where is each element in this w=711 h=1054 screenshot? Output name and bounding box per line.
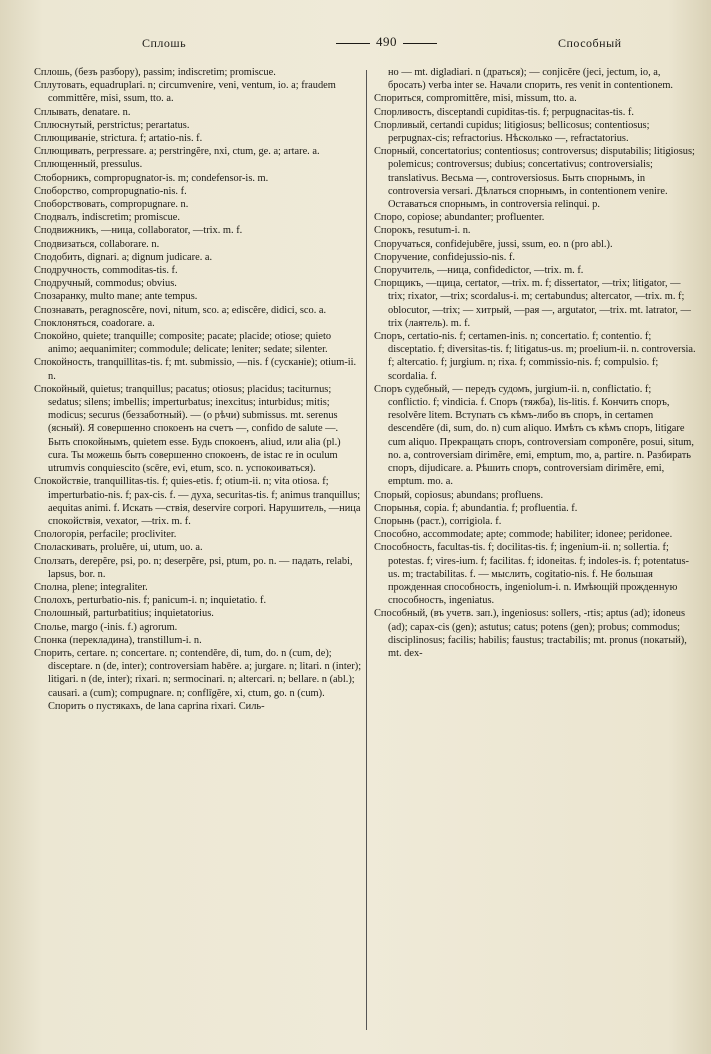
dictionary-entry: Споручаться, confidejubēre, jussi, ssum, eo. n (pro abl.). — [374, 238, 613, 250]
dictionary-entry: Спорить, certare. n; concertare. n; contendĕre, di, tum, do. n (cum, de); disceptare. n (de, inter); controversiam habēre. a; jurgare. n; litari. n (inter); litigari. n (de, inter); rixari. n; sermocinari. n; altercari. n; bellare. n (abl.); causari. a (cum); compugnare. n; conflīgĕre, xi, ctum, go. n (cum). Спорить о пустякахъ, de lana caprina rixari. Силь- — [34, 647, 362, 712]
dictionary-entry: Споръ судебный, — передъ судомъ, jurgium-ii. n, conflictatio. f; conflictio. f; vindicia. f. Споръ (тяжба), lis-litis. f. Кончить споръ, resolvĕre litem. Вступать съ кѣмъ-либо въ споръ, in certamen descendĕre (di, sum, do. n) cum aliquo. Имѣть съ кѣмъ споръ, litigare cum aliquo. Прекращать споръ, controversiam componĕre, posui, situm, no. a, controversiam dirimĕre, emi, emptum, mo, a, partire. n. Разбирать споръ, dijudicare. a. Рѣшить споръ, controversiam dirimĕre, emi, emptum. mo. a. — [374, 383, 694, 488]
dictionary-entry: Спокойность, tranquillitas-tis. f; mt. submissio, —nis. f (сусканiе); otium-ii. n. — [34, 357, 357, 382]
dictionary-entry: Сполна, plene; integraliter. — [34, 581, 148, 593]
dictionary-entry: Спонка (перекладина), transtillum-i. n. — [34, 634, 202, 646]
dictionary-entry: Способно, accommodate; apte; commode; habiliter; idonee; peridonee. — [374, 529, 673, 541]
dictionary-entry: Спорокъ, resutum-i. n. — [374, 225, 471, 237]
dictionary-entry: Спорщикъ, —щица, certator, —trix. m. f; dissertator, —trix; litigator, —trix; rixator, —trix; scordalus-i. m; certabundus; altercator, —trix. m. f; oblocutor, —trix; — хитрый, —рая —, argutator, —trix. mt. latrator, —trix (лаятель). m. f. — [374, 278, 691, 329]
dictionary-entry: Споборствовать, compropugnare. n. — [34, 199, 189, 211]
dictionary-entry: Спорный, concertatorius; contentiosus; controversus; disputabilis; litigiosus; polemicus; controversus; dubius; concertativus; controversialis; translativus. Весьма —, controversiosus. Быть спорнымъ, in controversia versari. Дѣлаться спорнымъ, in contentionem venire. Оставаться спорнымъ, in controversia relinqui. p. — [374, 146, 695, 211]
dictionary-entry: Споборство, compropugnatio-nis. f. — [34, 185, 187, 197]
dictionary-entry: Спокойствiе, tranquillitas-tis. f; quies-etis. f; otium-ii. n; vita otiosa. f; imperturbatio-nis. f; pax-cis. f. — духа, securitas-tis. f; animus tranquillus; aequitas animi. f. Искать —ствiя, deservire corpori. Нарушитель, —ница спокойствiя, vexator, —trix. m. f. — [34, 476, 361, 527]
dictionary-entry: Спорливый, certandi cupidus; litigiosus; bellicosus; contentiosus; perpugnax-cis; refractorius. Нѣсколько —, refractatorius. — [374, 119, 650, 145]
dictionary-entry: Сподвижникъ, —ница, collaborator, —trix. m. f. — [34, 225, 243, 237]
dictionary-entry: Сплющенный, pressulus. — [34, 159, 143, 171]
dictionary-entry: Споклоняться, coadorare. a. — [34, 317, 155, 329]
dictionary-entry: Сполье, margo (-inis. f.) agrorum. — [34, 621, 178, 633]
header-left-word: Сплошь — [142, 36, 187, 50]
column-divider — [366, 70, 367, 1030]
dictionary-entry: Спориться, compromittĕre, misi, missum, tto. a. — [374, 93, 577, 105]
dictionary-entry: Спознавать, peragnoscĕre, novi, nitum, sco. a; ediscĕre, didici, sco. a. — [34, 304, 327, 316]
dictionary-entry: Спокойно, quiete; tranquille; composite; pacate; placide; otiose; quieto animo; aequanimiter; commodule; delicate; leniter; sedate; silenter. — [34, 331, 332, 356]
dictionary-entry: Сподручность, commoditas-tis. f. — [34, 265, 178, 277]
dictionary-entry: Спорый, copiosus; abundans; profluens. — [374, 489, 544, 501]
page-header — [30, 34, 669, 54]
dictionary-entry: Спозаранку, multo mane; ante tempus. — [34, 291, 198, 303]
dictionary-entry: Сплывать, denatare. n. — [34, 106, 131, 118]
dictionary-entry: Споручение, confidejussio-nis. f. — [374, 251, 515, 263]
dictionary-entry: Сплошь, (безъ разбору), passim; indiscretim; promiscue. — [34, 67, 276, 78]
dictionary-entry: Спорынь (раст.), corrigiola. f. — [374, 515, 502, 527]
header-right-word: Способный — [558, 36, 622, 50]
dictionary-entry: Споръ, certatio-nis. f; certamen-inis. n; concertatio. f; contentio. f; disceptatio. f; diversitas-tis. f; litigatus-us. m; proelium-ii. n. controversia. f; altercatio. f; jurgium. n; rixa. f; commissio-nis. f; compulsio. f; scordalia. f. — [374, 331, 696, 382]
dictionary-entry: Сплутовать, equadruplari. n; circumvenire, veni, ventum, io. a; fraudem committĕre, misi, ssum, tto. a. — [34, 80, 336, 105]
left-column — [34, 66, 362, 713]
dictionary-entry: Споро, copiose; abundanter; profluenter. — [374, 212, 545, 224]
dictionary-entry: Сплюснутый, perstrictus; perartatus. — [34, 119, 190, 131]
dictionary-entry: Сподвизаться, collaborare. n. — [34, 238, 160, 250]
dictionary-entry: но — mt. digladiari. n (драться); — conjicĕre (jeci, jectum, io, a, бросать) verba inter se. Начали спорить, res venit in contentionem. — [388, 67, 674, 92]
dictionary-entry: Сποборникъ, compropugnator-is. m; condefensor-is. m. — [34, 172, 269, 184]
dictionary-entry: Сполохъ, perturbatio-nis. f; panicum-i. n; inquietatio. f. — [34, 595, 267, 607]
right-column — [374, 66, 696, 660]
dictionary-entry: Сполошный, parturbatitius; inquietatorius. — [34, 608, 214, 620]
dictionary-entry: Спологорiя, perfacile; procliviter. — [34, 529, 177, 541]
dictionary-entry: Сплющиванiе, strictura. f; artatio-nis. f. — [34, 133, 203, 145]
dictionary-entry: Сплющивать, perpressare. a; perstringĕre, nxi, ctum, ge. a; artare. a. — [34, 146, 320, 158]
dictionary-entry: Споласкивать, proluĕre, ui, utum, uo. a. — [34, 542, 203, 554]
dictionary-entry: Спорливость, disceptandi cupiditas-tis. f; perpugnacitas-tis. f. — [374, 106, 634, 118]
dictionary-entry: Спокойный, quietus; tranquillus; pacatus; otiosus; placidus; taciturnus; sedatus; silens; imbellis; imperturbatus; inexcitus; inturbidus; mitis; modicus; securus (беззаботный). — (о рѣчи) submissus. mt. serenus (ясный). Я совершенно спокоенъ на счетъ —, confido de salute —. Быть спокойнымъ, quietem esse. Будь спокоенъ, aliud, или alia (pl.) cura. Ты можешь быть совершенно спокоенъ, de istac re in oculum utrumvis conquiescito (scēre, evi, etum, sco. n. успокоиваться). — [34, 383, 341, 475]
dictionary-entry: Способность, facultas-tis. f; docilitas-tis. f; ingenium-ii. n; sollertia. f; potestas. f; vires-ium. f; facilitas. f; idoneitas. f; indoles-is. f; potentatus-us. m; tractabilitas. f. — мыслить, cogitatio-nis. f. Не большая прожденная способность, ingeniolum-i. n. Имѣющiй прожденную способность, ingeniatus. — [374, 542, 689, 607]
dictionary-entry: Спорынья, copia. f; abundantia. f; profluentia. f. — [374, 502, 578, 514]
dictionary-entry: Способный, (въ учетв. зап.), ingeniosus: sollers, -rtis; aptus (ad); idoneus (ad); capax-cis (gen); astutus; catus; potens (gen); probus; commodus; disciplinosus; facilis; habilis; faustus; tractabilis; mt. pronus (покатый), mt. dex- — [374, 608, 687, 659]
page-number: 490 — [330, 34, 443, 50]
dictionary-entry: Сподручный, commodus; obvius. — [34, 278, 177, 290]
dictionary-entry: Сподвалъ, indiscretim; promiscue. — [34, 212, 181, 224]
dictionary-entry: Сползать, derepĕre, psi, po. n; deserpĕre, psi, ptum, po. n. — падать, relabi, lapsus, bor. n. — [34, 555, 353, 580]
dictionary-entry: Сподобить, dignari. a; dignum judicare. a. — [34, 251, 213, 263]
dictionary-entry: Споручитель, —ница, confidedictor, —trix. m. f. — [374, 265, 584, 277]
